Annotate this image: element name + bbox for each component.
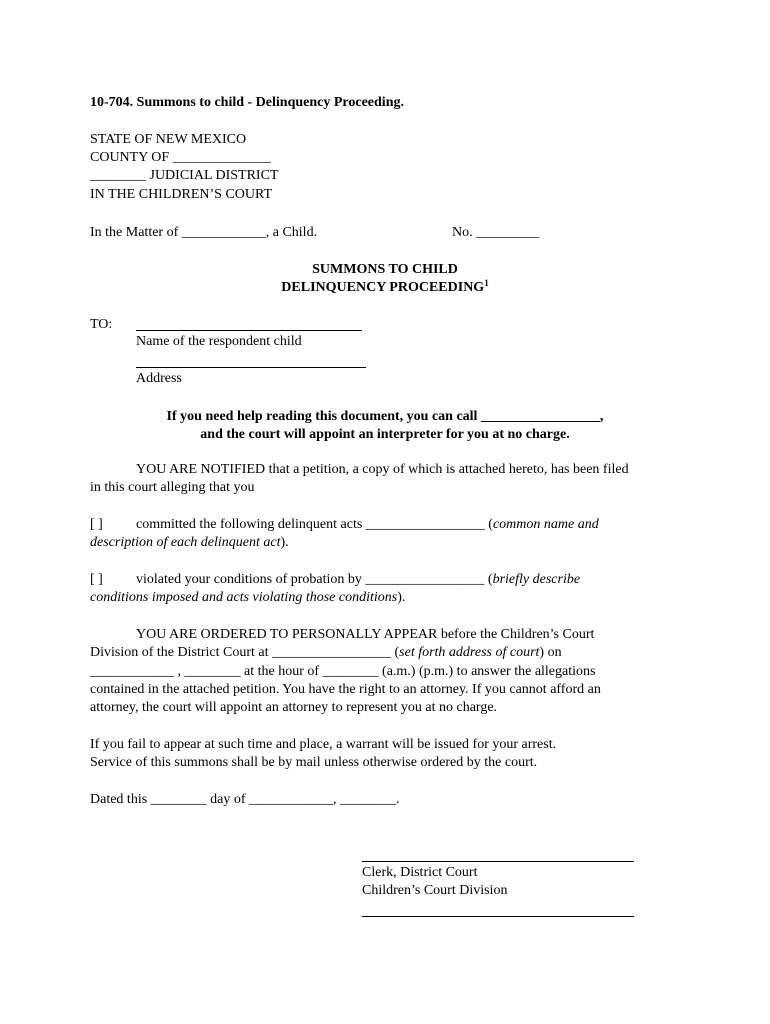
ordered-line2: Division of the District Court at _________________ (set forth address of court) on (90, 645, 562, 660)
ordered-line4: contained in the attached petition. You have the right to an attorney. If you cannot afford an (90, 682, 601, 697)
address-caption: Address (136, 371, 182, 386)
warning-line2: Service of this summons shall be by mail unless otherwise ordered by the court. (90, 755, 538, 770)
ordered-line3: ____________ , ________ at the hour of ________ (a.m.) (p.m.) to answer the allegations (90, 664, 596, 679)
option2-line2: conditions imposed and acts violating those conditions). (90, 590, 406, 605)
state-line: STATE OF NEW MEXICO (90, 132, 247, 147)
clerk-title: Clerk, District Court (362, 865, 478, 880)
notified-line2: in this court alleging that you (90, 480, 255, 495)
respondent-name-line (136, 330, 362, 331)
interpreter-notice-line1: If you need help reading this document, you can call _________________, (166, 409, 604, 424)
doc-title-line1: SUMMONS TO CHILD (312, 262, 458, 277)
case-number: No. _________ (452, 225, 540, 240)
respondent-name-caption: Name of the respondent child (136, 334, 302, 349)
option2-checkbox[interactable]: [ ] (90, 572, 103, 587)
clerk-division: Children’s Court Division (362, 883, 508, 898)
footnote-mark: 1 (484, 278, 489, 288)
interpreter-notice-line2: and the court will appoint an interpreter for you at no charge. (200, 427, 570, 442)
clerk-bottom-line (362, 916, 634, 917)
dated-line: Dated this ________ day of ____________, ________. (90, 792, 400, 807)
matter-line: In the Matter of ____________, a Child. (90, 225, 318, 240)
ordered-line1: YOU ARE ORDERED TO PERSONALLY APPEAR before the Children’s Court (136, 627, 595, 642)
doc-title-line2: DELINQUENCY PROCEEDING$^1$ (281, 278, 489, 295)
form-title: 10-704. Summons to child - Delinquency Proceeding. (90, 95, 404, 110)
clerk-signature-line (362, 861, 634, 862)
address-line (136, 367, 366, 368)
district-line: ________ JUDICIAL DISTRICT (90, 168, 279, 183)
ordered-line5: attorney, the court will appoint an attorney to represent you at no charge. (90, 700, 498, 715)
option1-line2: description of each delinquent act). (90, 535, 289, 550)
option1-line1: committed the following delinquent acts _________________ (common name and (136, 517, 599, 532)
option1-checkbox[interactable]: [ ] (90, 517, 103, 532)
option2-line1: violated your conditions of probation by _________________ (briefly describe (136, 572, 581, 587)
court-line: IN THE CHILDREN’S COURT (90, 187, 273, 202)
warning-line1: If you fail to appear at such time and place, a warrant will be issued for your arrest. (90, 737, 557, 752)
notified-line1: YOU ARE NOTIFIED that a petition, a copy of which is attached hereto, has been filed (136, 462, 629, 477)
to-label: TO: (90, 317, 113, 332)
county-line: COUNTY OF ______________ (90, 150, 271, 165)
